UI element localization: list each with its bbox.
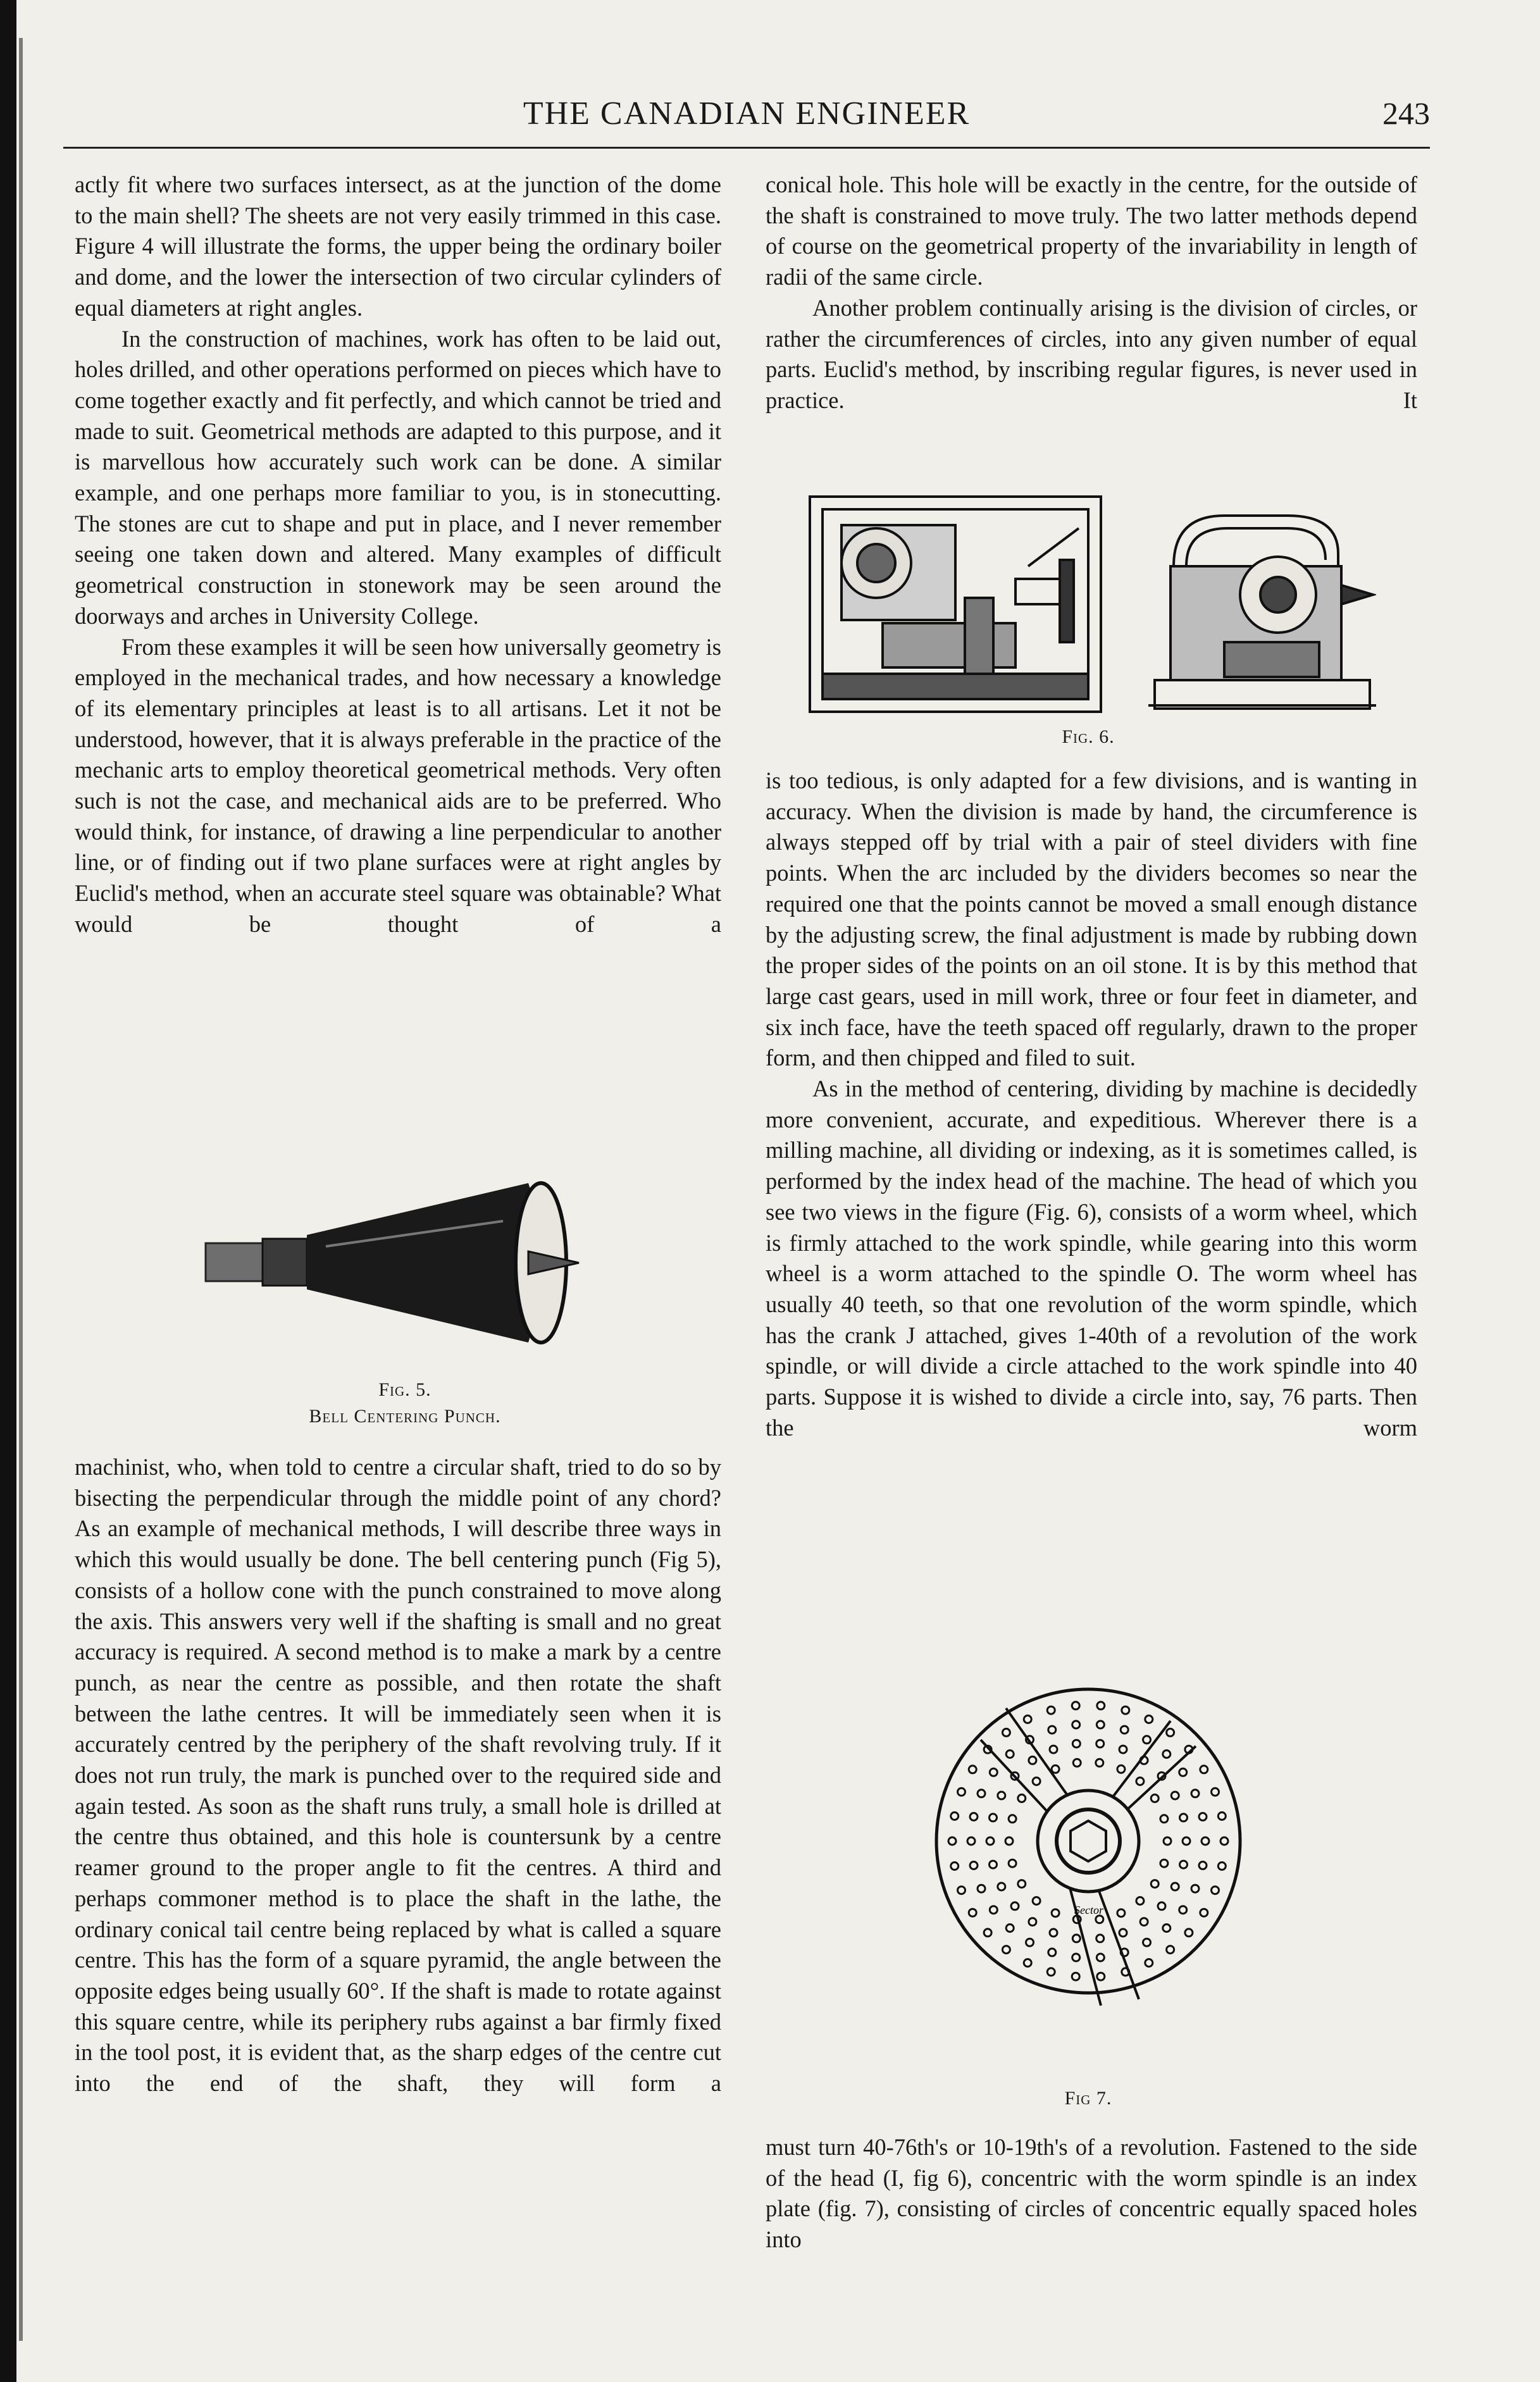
index-head-figure xyxy=(807,490,1376,718)
index-hole xyxy=(1011,1902,1019,1910)
paragraph: conical hole. This hole will be exactly in the centre, for the outside of the shaft is constrained to move truly. The two latter methods depend of course on the geometrical property of the invariability in length of radii of the same circle. xyxy=(766,171,1417,290)
index-hole xyxy=(948,1837,956,1845)
page-header xyxy=(63,95,1430,139)
index-hole xyxy=(1212,1887,1219,1894)
index-plate-figure xyxy=(911,1645,1265,2044)
index-hole xyxy=(969,1766,976,1773)
journal-title: THE CANADIAN ENGINEER xyxy=(523,96,971,132)
index-hole xyxy=(1033,1778,1040,1785)
index-hole xyxy=(1026,1938,1034,1946)
index-hole xyxy=(1200,1766,1208,1773)
index-hole xyxy=(1052,1909,1059,1917)
fig5-caption: Fig. 5. xyxy=(378,1379,432,1400)
left-column-top xyxy=(75,170,721,940)
index-hole xyxy=(1033,1897,1040,1905)
index-hole xyxy=(1005,1837,1013,1845)
index-hole xyxy=(967,1837,975,1845)
index-hole xyxy=(1006,1751,1014,1758)
index-hole xyxy=(1009,1859,1016,1867)
index-hole xyxy=(1018,1794,1026,1802)
index-hole xyxy=(1050,1929,1057,1937)
index-hole xyxy=(969,1909,976,1916)
page-number: 243 xyxy=(1382,96,1430,131)
index-hole xyxy=(1143,1736,1151,1744)
index-hole xyxy=(990,1814,997,1821)
index-hole xyxy=(1145,1959,1153,1967)
index-hole xyxy=(1073,1759,1081,1766)
index-hole xyxy=(978,1885,985,1892)
paragraph: actly fit where two surfaces intersect, as at the junction of the dome to the main shell? The sheets are not very easily trimmed in this case. Figure 4 will illustrate the forms, the upper being the ordinary boiler and dome, and the lower the intersection of two circular cylinders of equal diameters at right angles. xyxy=(75,171,721,321)
index-hole xyxy=(1164,1837,1171,1845)
index-hole xyxy=(1006,1925,1014,1932)
index-hole xyxy=(1097,1973,1105,1980)
index-hole xyxy=(1029,1756,1036,1764)
header-rule xyxy=(63,147,1430,149)
bell-centering-punch-figure xyxy=(199,1177,604,1367)
index-hole xyxy=(998,1792,1005,1799)
index-hole xyxy=(1072,1935,1080,1942)
index-hole xyxy=(1072,1954,1080,1961)
right-column-middle xyxy=(766,766,1417,1443)
index-hole xyxy=(1191,1885,1199,1892)
index-hole xyxy=(1009,1815,1016,1823)
left-column-bottom xyxy=(75,1452,721,2099)
index-hole xyxy=(1199,1813,1207,1821)
index-hole xyxy=(1122,1706,1129,1714)
index-hole xyxy=(1151,1880,1158,1888)
index-hole xyxy=(970,1813,978,1821)
index-hole xyxy=(1202,1837,1209,1845)
index-hole xyxy=(958,1788,966,1796)
index-hole xyxy=(1145,1716,1153,1723)
index-hole xyxy=(990,1906,997,1914)
index-hole xyxy=(1119,1746,1127,1753)
index-hole xyxy=(1183,1837,1190,1845)
index-hole xyxy=(1096,1759,1103,1766)
index-hole xyxy=(1163,1925,1171,1932)
index-hole xyxy=(951,1863,959,1870)
index-hole xyxy=(1167,1728,1174,1736)
index-hole xyxy=(990,1861,997,1868)
index-hole xyxy=(1002,1946,1010,1954)
index-hole xyxy=(1212,1788,1219,1796)
index-hole xyxy=(1199,1862,1207,1870)
index-hole xyxy=(998,1883,1005,1890)
index-hole xyxy=(1096,1954,1104,1961)
index-hole xyxy=(990,1768,997,1776)
index-hole xyxy=(1185,1929,1193,1937)
index-hole xyxy=(1052,1765,1059,1773)
index-hole xyxy=(1048,1949,1056,1956)
index-hole xyxy=(1136,1897,1144,1905)
index-hole xyxy=(1096,1740,1104,1747)
index-hole xyxy=(1158,1902,1165,1910)
index-hole xyxy=(1218,1813,1226,1820)
index-hole xyxy=(1050,1746,1057,1753)
index-hole xyxy=(984,1929,991,1937)
index-hole xyxy=(1047,1706,1055,1714)
index-hole xyxy=(1167,1946,1174,1954)
index-hole xyxy=(1200,1909,1208,1916)
index-hole xyxy=(1180,1861,1188,1868)
index-hole xyxy=(1024,1959,1031,1967)
index-hole xyxy=(1072,1973,1079,1980)
index-hole xyxy=(1024,1716,1031,1723)
index-hole xyxy=(1096,1916,1103,1923)
paragraph: is too tedious, is only adapted for a few divisions, and is wanting in accuracy. When the division is made by hand, the circumference is always stepped off by trial with a pair of steel dividers with fine points. When the arc included by the dividers becomes so near the required one that the points cannot be moved a small enough distance by the adjusting screw, the final adjustment is made by rubbing down the proper sides of the points on an oil stone. It is by this method that large cast gears, used in mill work, three or four feet in diameter, and six inch face, have the teeth spaced off regularly, drawn to the proper form, and then chipped and filed to suit. xyxy=(766,767,1417,1071)
index-hole xyxy=(1072,1702,1079,1709)
index-hole xyxy=(1180,1814,1188,1821)
index-hole xyxy=(958,1887,966,1894)
paragraph: From these examples it will be seen how universally geometry is employed in the mechanical trades, and how necessary a knowledge of its elementary principles at least is to all artisans. Let it not be understood, however, that it is always preferable in the practice of the mechanic arts to employ theoretical geometrical methods. Very often such is not the case, and mechanical aids are to be preferred. Who would think, for instance, of drawing a line perpendicular to another line, or of finding out if two plane surfaces were at right angles by Euclid's method, when an accurate steel square was obtainable? What would be thought of a xyxy=(75,633,721,937)
scan-edge-line xyxy=(19,38,23,2341)
index-hole xyxy=(1018,1880,1026,1888)
index-hole xyxy=(1136,1778,1144,1785)
index-hole xyxy=(1119,1929,1127,1937)
index-hole xyxy=(1191,1790,1199,1797)
index-hole xyxy=(1029,1918,1036,1926)
index-hole xyxy=(1072,1740,1080,1747)
fig6-caption: Fig. 6. xyxy=(1062,726,1115,747)
index-hole xyxy=(1121,1726,1128,1734)
index-hole xyxy=(1002,1728,1010,1736)
paragraph: must turn 40-76th's or 10-19th's of a revolution. Fastened to the side of the head (I, fig 6), concentric with the worm spindle is an index plate (fig. 7), consisting of circles of concentric equally spaced holes into xyxy=(766,2134,1417,2253)
index-hole xyxy=(1143,1938,1151,1946)
index-hole xyxy=(1171,1792,1179,1799)
right-column-bottom xyxy=(766,2132,1417,2255)
index-hole xyxy=(1072,1721,1080,1728)
index-hole xyxy=(1140,1918,1148,1926)
index-hole xyxy=(1096,1935,1104,1942)
index-hole xyxy=(1179,1768,1187,1776)
paragraph: In the construction of machines, work has often to be laid out, holes drilled, and other operations performed on pieces which have to come together exactly and fit perfectly, and which cannot be tried and made to suit. Geometrical methods are adapted to this purpose, and it is marvellous how accurately such work can be done. A similar example, and one perhaps more familiar to you, is in stonecutting. The stones are cut to shape and put in place, and I never remember seeing one taken down and altered. Many examples of difficult geometrical construction in stonework may be seen around the doorways and arches in University College. xyxy=(75,325,721,629)
index-hole xyxy=(1171,1883,1179,1890)
index-hole xyxy=(1117,1909,1125,1917)
index-hole xyxy=(970,1862,978,1870)
paragraph: As in the method of centering, dividing by machine is decidedly more convenient, accurate, and expeditious. Wherever there is a milling machine, all dividing or indexing, as it is sometimes called, is performed by the index head of the machine. The head of which you see two views in the figure (Fig. 6), consists of a worm wheel, which is firmly attached to the work spindle, while gearing into this worm wheel is a worm attached to the spindle O. The worm wheel has usually 40 teeth, so that one revolution of the worm spindle, which has the crank J attached, gives 1-40th of a revolution of the work spindle, or will divide a circle attached to the work spindle into 40 parts. Suppose it is wished to divide a circle into, say, 76 parts. Then the worm xyxy=(766,1076,1417,1441)
right-column-top xyxy=(766,170,1417,416)
fig7-caption: Fig 7. xyxy=(1064,2088,1112,2109)
index-hole xyxy=(1096,1721,1104,1728)
index-hole xyxy=(986,1837,994,1845)
index-hole xyxy=(1097,1702,1105,1709)
index-hole xyxy=(951,1813,959,1820)
index-hole xyxy=(1151,1794,1158,1802)
index-hole xyxy=(978,1790,985,1797)
index-hole xyxy=(1047,1968,1055,1976)
index-hole xyxy=(1218,1863,1226,1870)
index-hole xyxy=(1160,1859,1168,1867)
scan-edge-shadow xyxy=(0,0,16,2382)
index-hole xyxy=(1160,1815,1168,1823)
index-hole xyxy=(1163,1751,1171,1758)
index-hole xyxy=(1220,1837,1228,1845)
fig7-sector-label: Sector xyxy=(1074,1904,1103,1916)
index-hole xyxy=(1179,1906,1187,1914)
index-hole xyxy=(1048,1726,1056,1734)
fig5-title: Bell Centering Punch. xyxy=(309,1406,501,1427)
paragraph: machinist, who, when told to centre a circular shaft, tried to do so by bisecting the perpendicular through the middle point of any chord? As an example of mechanical methods, I will describe three ways in which this would usually be done. The bell centering punch (Fig 5), consists of a hollow cone with the punch constrained to move along the axis. This answers very well if the shafting is small and no great accuracy is required. A second method is to make a mark by a centre punch, as near the centre as possible, and then rotate the shaft between the lathe centres. It will be immediately seen when it is accurately centred by the periphery of the shaft revolving truly. If it does not run truly, the mark is punched over to the required side and again tested. As soon as the shaft runs truly, a small hole is drilled at the centre thus obtained, and this hole is countersunk by a centre reamer ground to the proper angle to fit the centres. A third and perhaps commoner method is to place the shaft in the lathe, the ordinary conical tail centre being replaced by what is called a square centre. This has the form of a square pyramid, the angle between the opposite edges being usually 60°. If the shaft is made to rotate against this square centre, while its periphery rubs against a bar firmly fixed in the tool post, it is evident that, as the sharp edges of the centre cut into the end of the shaft, they will form a xyxy=(75,1454,721,2097)
paragraph: Another problem continually arising is the division of circles, or rather the circumferences of circles, into any given number of equal parts. Euclid's method, by inscribing regular figures, is never used in practice. It xyxy=(766,294,1417,413)
index-hole xyxy=(1117,1765,1125,1773)
